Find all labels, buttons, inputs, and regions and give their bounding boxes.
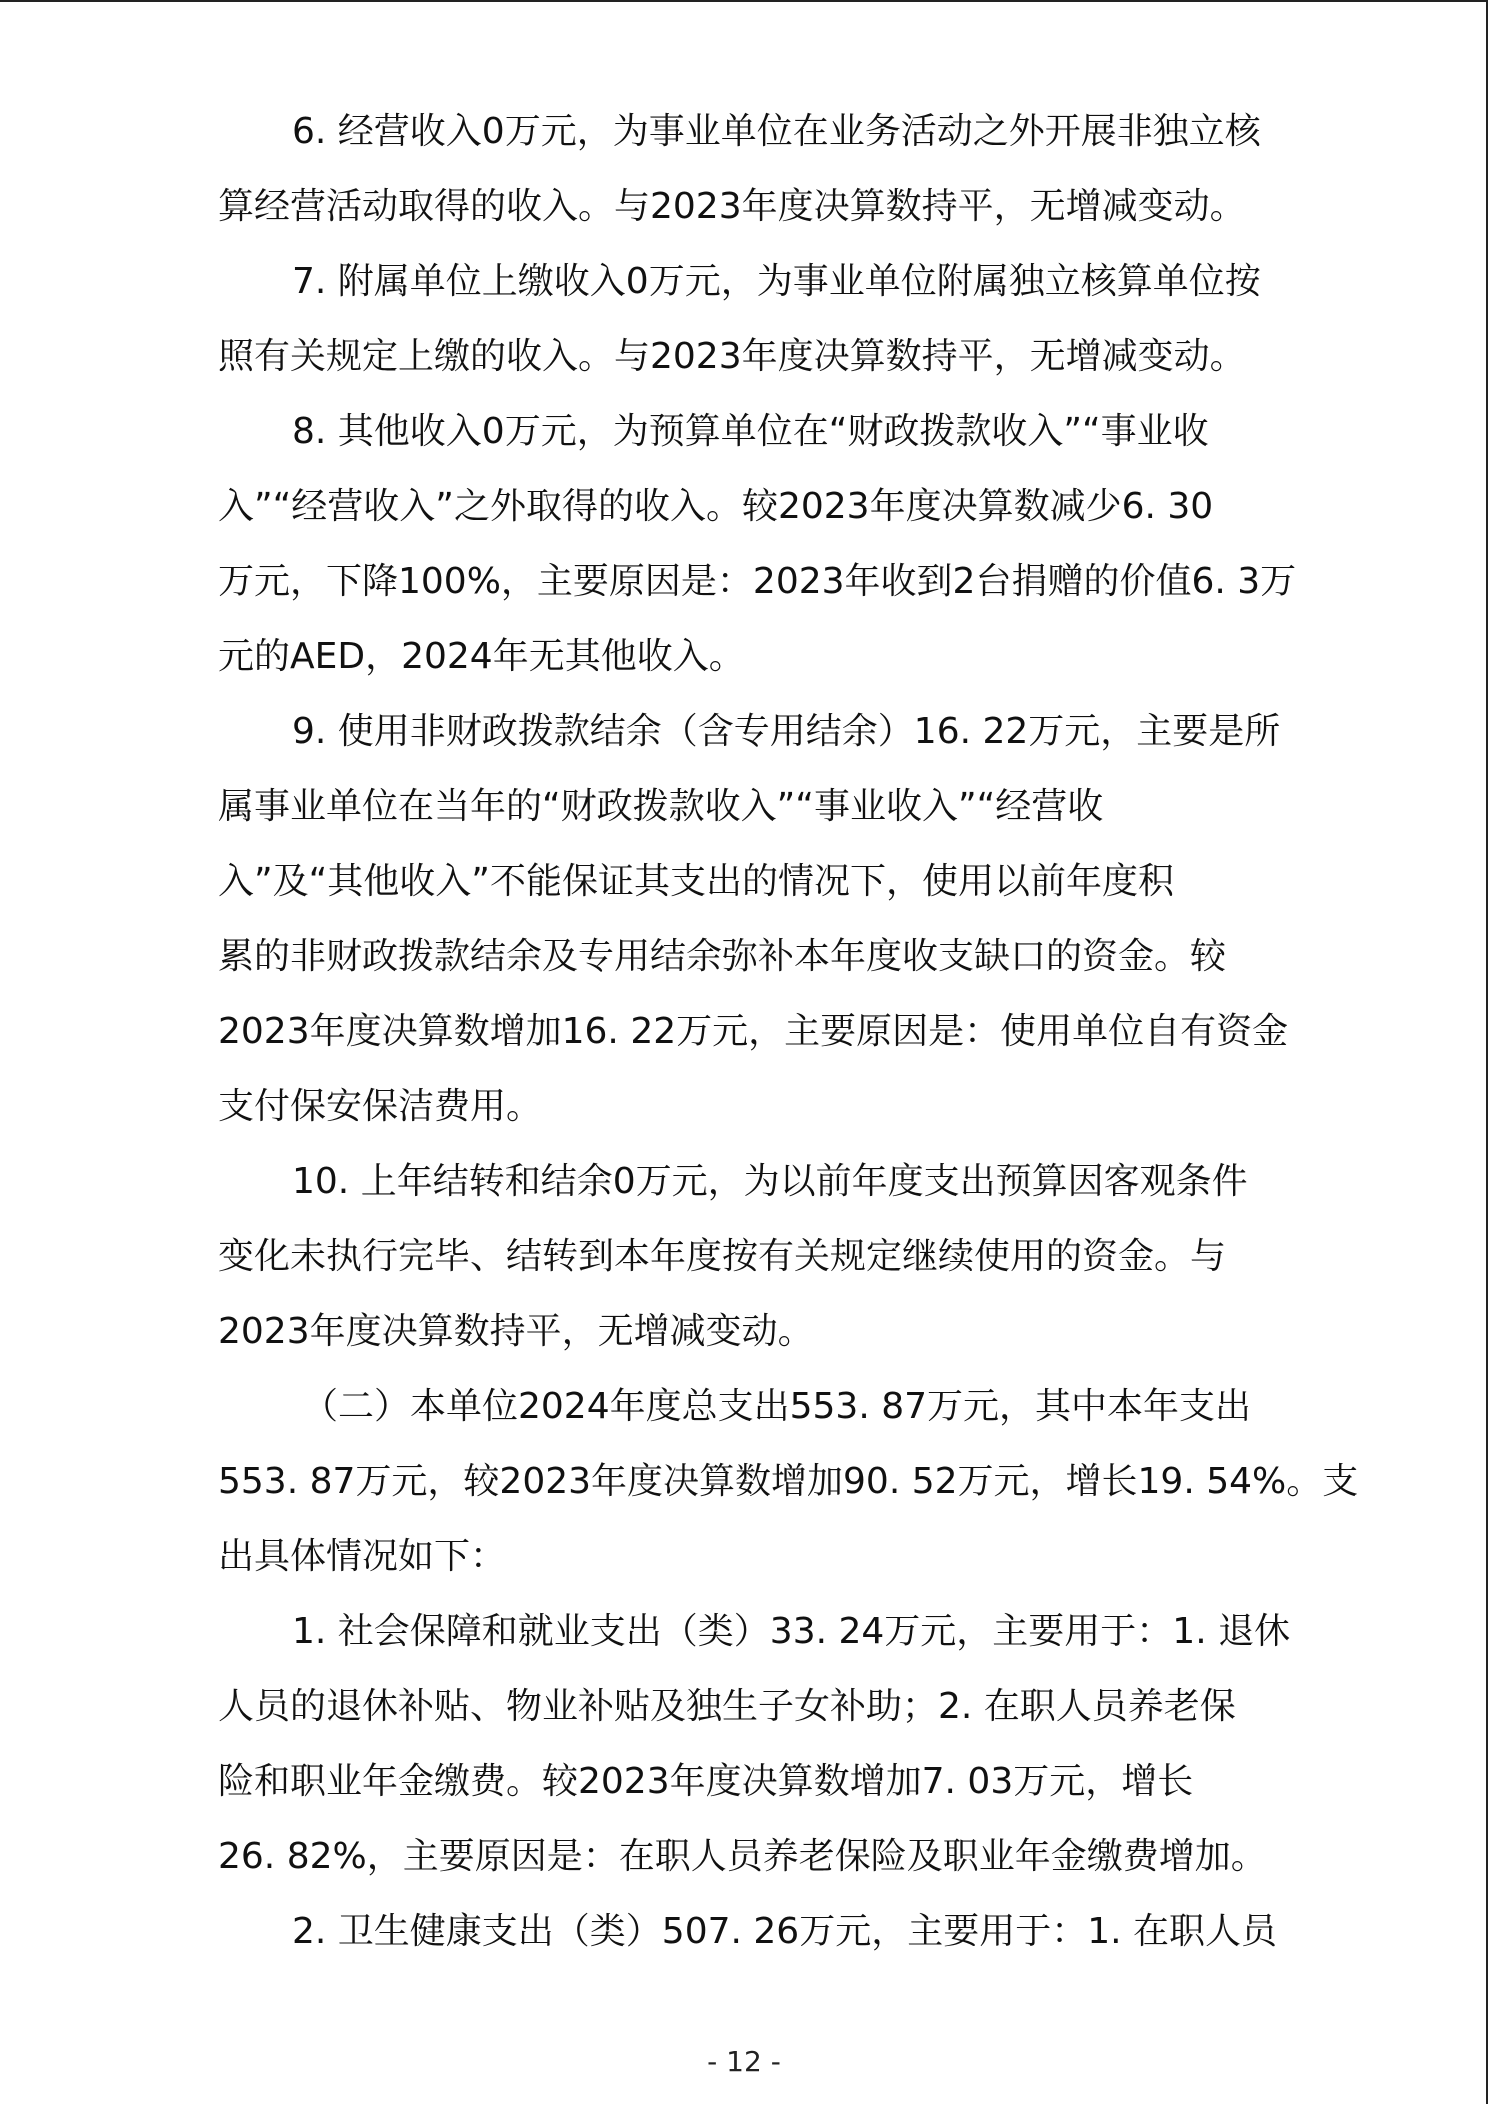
section-heading-line: （二）本单位2024年度总支出553. 87万元，其中本年支出: [302, 1386, 1252, 1427]
paragraph-line: 7. 附属单位上缴收入0万元，为事业单位附属独立核算单位按: [292, 261, 1261, 302]
paragraph-line: 出具体情况如下：: [218, 1536, 507, 1577]
paragraph-line: 变化未执行完毕、结转到本年度按有关规定继续使用的资金。与: [218, 1236, 1227, 1277]
document-body: [218, 94, 1359, 1969]
page-number: - 12 -: [707, 2045, 781, 2078]
paragraph-line: 算经营活动取得的收入。与2023年度决算数持平，无增减变动。: [218, 186, 1246, 227]
paragraph-line: 入”“经营收入”之外取得的收入。较2023年度决算数减少6. 30: [218, 486, 1214, 527]
paragraph-line: 9. 使用非财政拨款结余（含专用结余）16. 22万元，主要是所: [292, 711, 1281, 752]
paragraph-line: 支付保安保洁费用。: [218, 1086, 543, 1127]
paragraph-line: 2. 卫生健康支出（类）507. 26万元，主要用于：1. 在职人员: [292, 1911, 1277, 1952]
paragraph-line: 8. 其他收入0万元，为预算单位在“财政拨款收入”“事业收: [292, 411, 1209, 452]
paragraph-line: 险和职业年金缴费。较2023年度决算数增加7. 03万元，增长: [218, 1761, 1194, 1802]
paragraph-line: 元的AED，2024年无其他收入。: [218, 636, 745, 677]
paragraph-line: 6. 经营收入0万元，为事业单位在业务活动之外开展非独立核: [292, 111, 1261, 152]
paragraph-line: 26. 82%，主要原因是：在职人员养老保险及职业年金缴费增加。: [218, 1836, 1267, 1877]
paragraph-line: 照有关规定上缴的收入。与2023年度决算数持平，无增减变动。: [218, 336, 1246, 377]
paragraph-line: 2023年度决算数增加16. 22万元，主要原因是：使用单位自有资金: [218, 1011, 1289, 1052]
paragraph-line: 1. 社会保障和就业支出（类）33. 24万元，主要用于：1. 退休: [292, 1611, 1291, 1652]
paragraph-line: 人员的退休补贴、物业补贴及独生子女补助；2. 在职人员养老保: [218, 1686, 1236, 1727]
paragraph-line: 累的非财政拨款结余及专用结余弥补本年度收支缺口的资金。较: [218, 936, 1227, 977]
top-border-line: [0, 0, 1488, 2]
paragraph-line: 万元，下降100%，主要原因是：2023年收到2台捐赠的价值6. 3万: [218, 561, 1297, 602]
paragraph-line: 10. 上年结转和结余0万元，为以前年度支出预算因客观条件: [292, 1161, 1248, 1202]
paragraph-line: 2023年度决算数持平，无增减变动。: [218, 1311, 814, 1352]
paragraph-line: 入”及“其他收入”不能保证其支出的情况下，使用以前年度积: [218, 861, 1174, 902]
paragraph-line: 属事业单位在当年的“财政拨款收入”“事业收入”“经营收: [218, 786, 1104, 827]
paragraph-line: 553. 87万元，较2023年度决算数增加90. 52万元，增长19. 54%。支: [218, 1461, 1359, 1502]
